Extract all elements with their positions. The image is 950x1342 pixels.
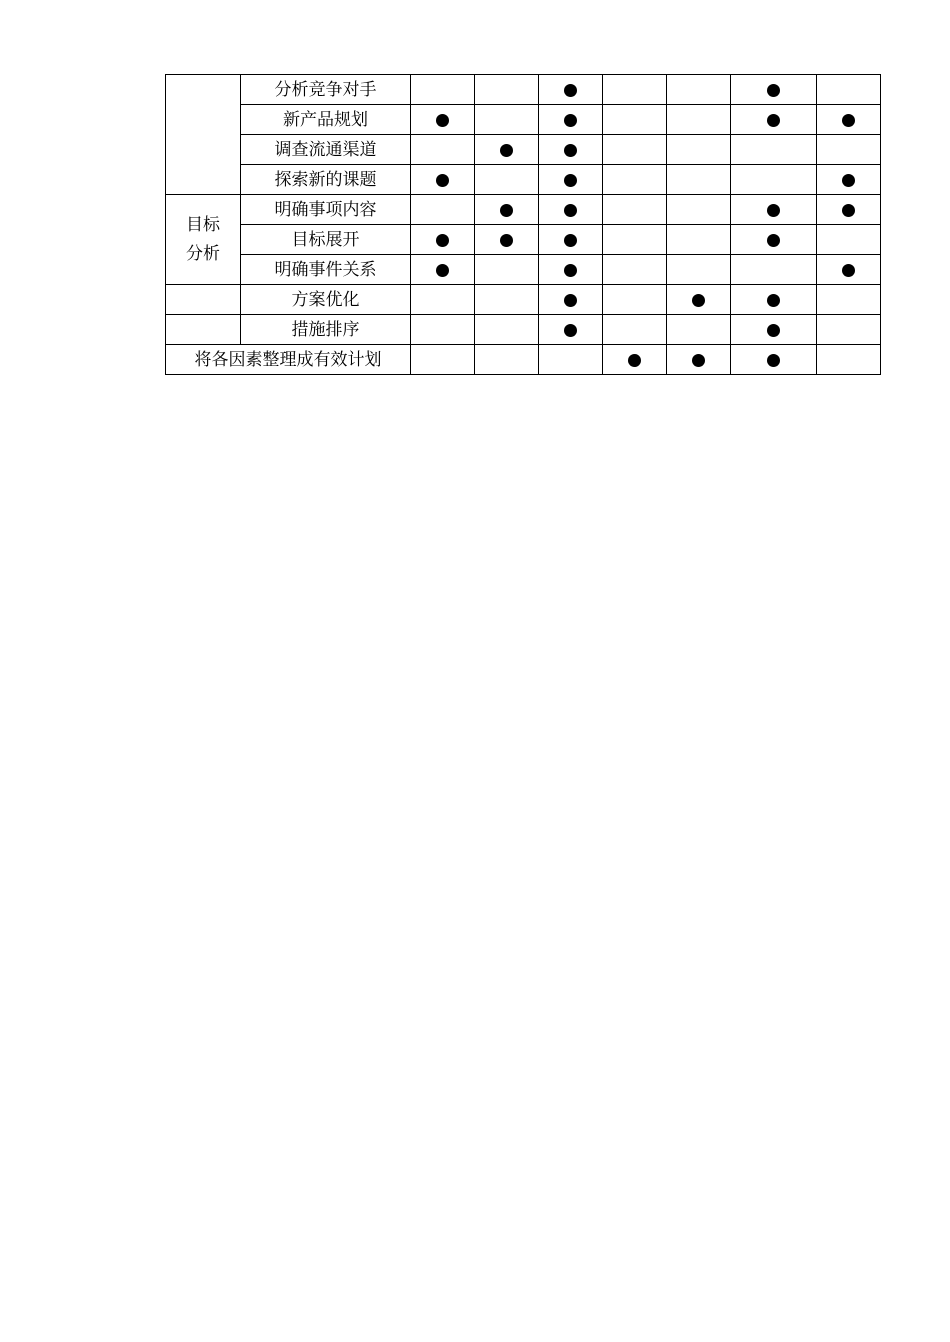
mark-cell	[667, 255, 731, 285]
mark-cell	[731, 165, 817, 195]
mark-cell	[475, 315, 539, 345]
mark-cell	[603, 225, 667, 255]
table-row	[166, 345, 881, 375]
filled-dot-icon	[564, 264, 577, 277]
filled-dot-icon	[692, 354, 705, 367]
table-row	[166, 165, 881, 195]
mark-cell	[731, 255, 817, 285]
filled-dot-icon	[564, 204, 577, 217]
mark-cell	[817, 225, 881, 255]
mark-cell	[411, 165, 475, 195]
mark-cell	[817, 345, 881, 375]
table-body	[166, 75, 881, 375]
mark-cell	[667, 105, 731, 135]
mark-cell	[667, 315, 731, 345]
mark-cell	[475, 195, 539, 225]
filled-dot-icon	[842, 204, 855, 217]
mark-cell	[475, 165, 539, 195]
mark-cell	[603, 105, 667, 135]
mark-cell	[411, 315, 475, 345]
filled-dot-icon	[842, 114, 855, 127]
row-item-label: 明确事件关系	[241, 255, 411, 285]
mark-cell	[731, 285, 817, 315]
category-label-line: 目标	[186, 214, 220, 235]
filled-dot-icon	[436, 264, 449, 277]
row-item-label: 目标展开	[241, 225, 411, 255]
filled-dot-icon	[564, 294, 577, 307]
mark-cell	[539, 255, 603, 285]
category-label-line: 分析	[186, 243, 220, 264]
mark-cell	[731, 315, 817, 345]
mark-cell	[603, 165, 667, 195]
mark-cell	[475, 75, 539, 105]
mark-cell	[475, 255, 539, 285]
mark-cell	[731, 105, 817, 135]
filled-dot-icon	[842, 174, 855, 187]
filled-dot-icon	[564, 324, 577, 337]
filled-dot-icon	[436, 174, 449, 187]
mark-cell	[731, 345, 817, 375]
filled-dot-icon	[767, 324, 780, 337]
mark-cell	[539, 195, 603, 225]
mark-cell	[817, 105, 881, 135]
mark-cell	[539, 285, 603, 315]
mark-cell	[539, 225, 603, 255]
category-cell-empty	[166, 285, 241, 315]
table-row	[166, 315, 881, 345]
filled-dot-icon	[767, 234, 780, 247]
mark-cell	[475, 225, 539, 255]
filled-dot-icon	[564, 234, 577, 247]
filled-dot-icon	[436, 114, 449, 127]
mark-cell	[411, 135, 475, 165]
mark-cell	[411, 255, 475, 285]
mark-cell	[539, 165, 603, 195]
filled-dot-icon	[564, 174, 577, 187]
row-item-label: 明确事项内容	[241, 195, 411, 225]
mark-cell	[411, 345, 475, 375]
mark-cell	[475, 345, 539, 375]
mark-cell	[667, 285, 731, 315]
filled-dot-icon	[842, 264, 855, 277]
table-row	[166, 195, 881, 225]
table-row	[166, 135, 881, 165]
category-cell-empty	[166, 75, 241, 195]
mark-cell	[603, 315, 667, 345]
mark-cell	[817, 165, 881, 195]
mark-cell	[667, 225, 731, 255]
mark-cell	[731, 195, 817, 225]
mark-cell	[603, 75, 667, 105]
filled-dot-icon	[767, 84, 780, 97]
mark-cell	[539, 105, 603, 135]
filled-dot-icon	[500, 234, 513, 247]
mark-cell	[539, 75, 603, 105]
mark-cell	[475, 135, 539, 165]
mark-cell	[411, 225, 475, 255]
filled-dot-icon	[564, 114, 577, 127]
mark-cell	[817, 195, 881, 225]
row-item-label: 方案优化	[241, 285, 411, 315]
table-row	[166, 105, 881, 135]
mark-cell	[667, 345, 731, 375]
table-row	[166, 75, 881, 105]
table-row	[166, 285, 881, 315]
mark-cell	[475, 285, 539, 315]
row-item-label: 将各因素整理成有效计划	[166, 345, 411, 375]
mark-cell	[667, 75, 731, 105]
row-item-label: 措施排序	[241, 315, 411, 345]
filled-dot-icon	[767, 354, 780, 367]
filled-dot-icon	[767, 204, 780, 217]
mark-cell	[603, 285, 667, 315]
mark-cell	[539, 345, 603, 375]
mark-cell	[731, 75, 817, 105]
mark-cell	[667, 195, 731, 225]
filled-dot-icon	[628, 354, 641, 367]
row-item-label: 调查流通渠道	[241, 135, 411, 165]
mark-cell	[411, 195, 475, 225]
mark-cell	[411, 105, 475, 135]
mark-cell	[539, 135, 603, 165]
mark-cell	[817, 285, 881, 315]
mark-cell	[603, 135, 667, 165]
mark-cell	[603, 195, 667, 225]
filled-dot-icon	[500, 204, 513, 217]
filled-dot-icon	[767, 114, 780, 127]
mark-cell	[817, 75, 881, 105]
mark-cell	[817, 315, 881, 345]
filled-dot-icon	[436, 234, 449, 247]
filled-dot-icon	[767, 294, 780, 307]
row-item-label: 新产品规划	[241, 105, 411, 135]
mark-cell	[411, 75, 475, 105]
mark-cell	[817, 255, 881, 285]
mark-cell	[731, 135, 817, 165]
mark-cell	[667, 135, 731, 165]
filled-dot-icon	[692, 294, 705, 307]
table-row	[166, 255, 881, 285]
row-item-label: 探索新的课题	[241, 165, 411, 195]
row-item-label: 分析竞争对手	[241, 75, 411, 105]
mark-cell	[667, 165, 731, 195]
mark-cell	[603, 345, 667, 375]
mark-cell	[475, 105, 539, 135]
mark-cell	[411, 285, 475, 315]
table-row	[166, 225, 881, 255]
mark-cell	[817, 135, 881, 165]
filled-dot-icon	[564, 144, 577, 157]
filled-dot-icon	[500, 144, 513, 157]
category-cell-target-analysis	[166, 195, 241, 285]
category-cell-empty	[166, 315, 241, 345]
mark-cell	[539, 315, 603, 345]
mark-cell	[603, 255, 667, 285]
method-matrix-table	[165, 74, 881, 375]
filled-dot-icon	[564, 84, 577, 97]
mark-cell	[731, 225, 817, 255]
